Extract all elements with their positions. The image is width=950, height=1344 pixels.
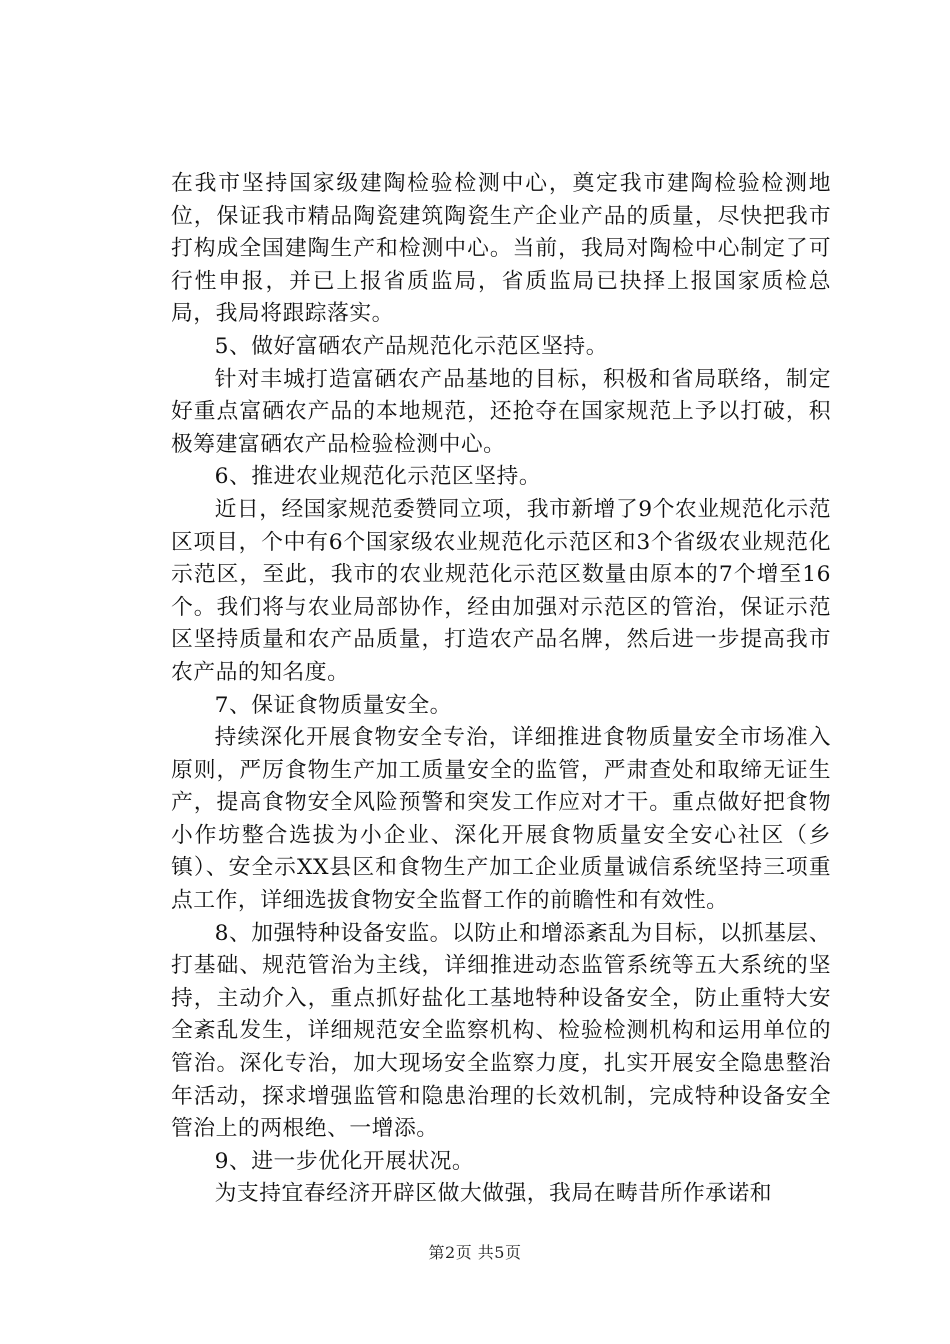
section-heading: 9、进一步优化开展状况。 xyxy=(214,1148,475,1174)
page-number-footer: 第2页 共5页 xyxy=(428,1243,522,1262)
paragraph: 为支持宜春经济开辟区做大做强，我局在畴昔所作承诺和 xyxy=(214,1181,773,1207)
paragraph: 持续深化开展食物安全专治，详细推进食物质量安全市场准入原则，严厉食物生产加工质量安全的监管，严肃查处和取缔无证生产，提高食物安全风险预警和突发工作应对才干。重点做好把食物小作坊整合选拔为小企业、深化开展食物质量安全安心社区（乡镇）、安全示XX县区和食物生产加工企业质量诚信系统坚持三项重点工作，详细选拔食物安全监督工作的前瞻性和有效性。 xyxy=(171,725,831,914)
section-heading: 5、做好富硒农产品规范化示范区坚持。 xyxy=(214,333,609,359)
paragraph: 在我市坚持国家级建陶检验检测中心，奠定我市建陶检验检测地位，保证我市精品陶瓷建筑陶瓷生产企业产品的质量，尽快把我市打构成全国建陶生产和检测中心。当前，我局对陶检中心制定了可行性申报，并已上报省质监局，省质监局已抉择上报国家质检总局，我局将跟踪落实。 xyxy=(171,171,831,327)
paragraph: 近日，经国家规范委赞同立项，我市新增了9个农业规范化示范区项目，个中有6个国家级农业规范化示范区和3个省级农业规范化示范区，至此，我市的农业规范化示范区数量由原本的7个增至16个。我们将与农业局部协作，经由加强对示范区的管治，保证示范区坚持质量和农产品质量，打造农产品名牌，然后进一步提高我市农产品的知名度。 xyxy=(171,496,831,685)
paragraph: 8、加强特种设备安监。以防止和增添紊乱为目标，以抓基层、打基础、规范管治为主线，详细推进动态监管系统等五大系统的坚持，主动介入，重点抓好盐化工基地特种设备安全，防止重特大安全紊乱发生，详细规范安全监察机构、检验检测机构和运用单位的管治。深化专治，加大现场安全监察力度，扎实开展安全隐患整治年活动，探求增强监管和隐患治理的长效机制，完成特种设备安全管治上的两根绝、一增添。 xyxy=(171,920,831,1142)
document-body xyxy=(171,168,831,1211)
section-heading: 7、保证食物质量安全。 xyxy=(214,692,452,718)
paragraph: 针对丰城打造富硒农产品基地的目标，积极和省局联络，制定好重点富硒农产品的本地规范，还抢夺在国家规范上予以打破，积极筹建富硒农产品检验检测中心。 xyxy=(171,366,831,457)
section-heading: 6、推进农业规范化示范区坚持。 xyxy=(214,464,542,490)
